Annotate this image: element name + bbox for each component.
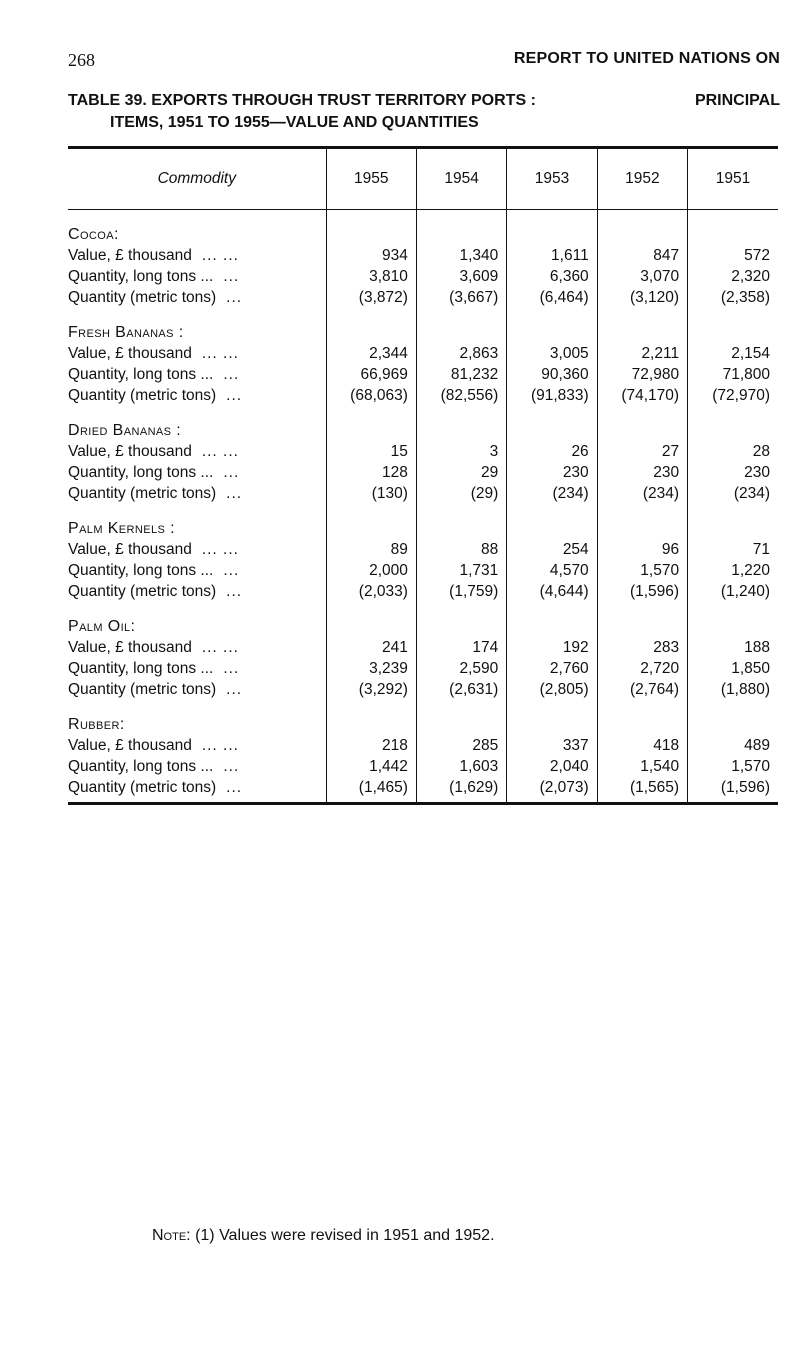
- empty-cell: [688, 406, 778, 441]
- exports-table: [68, 146, 778, 805]
- empty-cell: [688, 210, 778, 246]
- commodity-group-row: [68, 700, 778, 735]
- table-header-row: [68, 148, 778, 210]
- page-header: [68, 50, 780, 71]
- value-cell: 71,800: [688, 364, 778, 385]
- value-cell: 3,070: [597, 266, 687, 287]
- value-cell: 230: [688, 462, 778, 483]
- leader-dots: ...: [223, 562, 240, 579]
- table-row: [68, 658, 778, 679]
- empty-cell: [597, 700, 687, 735]
- empty-cell: [688, 308, 778, 343]
- value-cell: (82,556): [416, 385, 506, 406]
- table-title-line1: TABLE 39. EXPORTS THROUGH TRUST TERRITORY PORTS :: [68, 92, 536, 109]
- row-label: Value, £ thousand: [68, 639, 192, 656]
- table-row: [68, 441, 778, 462]
- empty-cell: [507, 406, 597, 441]
- empty-cell: [326, 504, 416, 539]
- note-lead: Note:: [152, 1227, 191, 1244]
- empty-cell: [416, 504, 506, 539]
- value-cell: 72,980: [597, 364, 687, 385]
- value-cell: 337: [507, 735, 597, 756]
- value-cell: 28: [688, 441, 778, 462]
- commodity-name: Cocoa:: [68, 226, 119, 243]
- empty-cell: [597, 210, 687, 246]
- row-label: Quantity (metric tons): [68, 681, 217, 698]
- value-cell: 1,340: [416, 245, 506, 266]
- commodity-name: Palm Oil:: [68, 618, 136, 635]
- value-cell: (68,063): [326, 385, 416, 406]
- table-row: [68, 364, 778, 385]
- value-cell: 96: [597, 539, 687, 560]
- value-cell: 2,863: [416, 343, 506, 364]
- value-cell: 2,211: [597, 343, 687, 364]
- empty-cell: [507, 210, 597, 246]
- leader-dots: ...: [223, 758, 240, 775]
- row-label: Quantity, long tons ...: [68, 562, 214, 579]
- value-cell: 2,320: [688, 266, 778, 287]
- value-cell: 3,810: [326, 266, 416, 287]
- value-cell: (2,358): [688, 287, 778, 308]
- table-row: [68, 483, 778, 504]
- column-header-year: 1955: [326, 148, 416, 210]
- row-label-cell: [68, 756, 326, 777]
- value-cell: (3,120): [597, 287, 687, 308]
- value-cell: 89: [326, 539, 416, 560]
- running-head: REPORT TO UNITED NATIONS ON: [513, 50, 780, 67]
- row-label: Quantity (metric tons): [68, 289, 217, 306]
- empty-cell: [416, 210, 506, 246]
- row-label: Value, £ thousand: [68, 247, 192, 264]
- table-body: [68, 210, 778, 804]
- value-cell: (2,033): [326, 581, 416, 602]
- commodity-group-row: [68, 602, 778, 637]
- row-label-cell: [68, 637, 326, 658]
- table-title-line1-end: PRINCIPAL: [694, 92, 780, 109]
- row-label-cell: [68, 679, 326, 700]
- leader-dots: ...: [223, 268, 240, 285]
- row-label-cell: [68, 777, 326, 804]
- value-cell: 2,040: [507, 756, 597, 777]
- value-cell: (3,292): [326, 679, 416, 700]
- value-cell: 128: [326, 462, 416, 483]
- empty-cell: [416, 406, 506, 441]
- value-cell: (1,880): [688, 679, 778, 700]
- value-cell: 847: [597, 245, 687, 266]
- column-header-year: 1953: [507, 148, 597, 210]
- column-header-year: 1954: [416, 148, 506, 210]
- value-cell: 1,611: [507, 245, 597, 266]
- empty-cell: [416, 308, 506, 343]
- value-cell: (1,565): [597, 777, 687, 804]
- value-cell: 934: [326, 245, 416, 266]
- row-label-cell: [68, 658, 326, 679]
- table-row: [68, 343, 778, 364]
- leader-dots: ...: [223, 660, 240, 677]
- table-row: [68, 385, 778, 406]
- value-cell: 1,442: [326, 756, 416, 777]
- value-cell: 3,609: [416, 266, 506, 287]
- row-label-cell: [68, 343, 326, 364]
- empty-cell: [326, 210, 416, 246]
- table-row: [68, 581, 778, 602]
- leader-dots: ... ...: [201, 443, 239, 460]
- value-cell: 230: [507, 462, 597, 483]
- leader-dots: ...: [226, 583, 243, 600]
- empty-cell: [507, 308, 597, 343]
- row-label: Value, £ thousand: [68, 541, 192, 558]
- table-note: [152, 1227, 495, 1245]
- leader-dots: ... ...: [201, 541, 239, 558]
- row-label-cell: [68, 287, 326, 308]
- table-row: [68, 287, 778, 308]
- row-label-cell: [68, 245, 326, 266]
- table-title-line2: ITEMS, 1951 TO 1955—VALUE AND QUANTITIES: [110, 114, 479, 131]
- table-row: [68, 777, 778, 804]
- commodity-name: Dried Bananas :: [68, 422, 182, 439]
- row-label: Quantity (metric tons): [68, 583, 217, 600]
- empty-cell: [326, 700, 416, 735]
- value-cell: 15: [326, 441, 416, 462]
- row-label-cell: [68, 364, 326, 385]
- value-cell: 285: [416, 735, 506, 756]
- column-header-year: 1951: [688, 148, 778, 210]
- value-cell: (4,644): [507, 581, 597, 602]
- column-header-commodity: Commodity: [68, 148, 326, 210]
- commodity-group-row: [68, 504, 778, 539]
- row-label: Value, £ thousand: [68, 443, 192, 460]
- value-cell: 418: [597, 735, 687, 756]
- commodity-group-row: [68, 406, 778, 441]
- value-cell: 4,570: [507, 560, 597, 581]
- value-cell: 192: [507, 637, 597, 658]
- row-label-cell: [68, 441, 326, 462]
- value-cell: 254: [507, 539, 597, 560]
- value-cell: 3,239: [326, 658, 416, 679]
- value-cell: 88: [416, 539, 506, 560]
- leader-dots: ...: [226, 289, 243, 306]
- empty-cell: [507, 504, 597, 539]
- value-cell: (1,465): [326, 777, 416, 804]
- row-label-cell: [68, 560, 326, 581]
- value-cell: (1,240): [688, 581, 778, 602]
- value-cell: 2,720: [597, 658, 687, 679]
- value-cell: 2,590: [416, 658, 506, 679]
- commodity-group-row: [68, 308, 778, 343]
- value-cell: (2,805): [507, 679, 597, 700]
- empty-cell: [326, 406, 416, 441]
- leader-dots: ... ...: [201, 639, 239, 656]
- row-label-cell: [68, 581, 326, 602]
- empty-cell: [507, 602, 597, 637]
- value-cell: (74,170): [597, 385, 687, 406]
- row-label: Quantity (metric tons): [68, 779, 217, 796]
- value-cell: (1,596): [688, 777, 778, 804]
- value-cell: (1,629): [416, 777, 506, 804]
- table-row: [68, 637, 778, 658]
- row-label: Value, £ thousand: [68, 737, 192, 754]
- value-cell: 1,540: [597, 756, 687, 777]
- value-cell: 174: [416, 637, 506, 658]
- value-cell: 1,570: [688, 756, 778, 777]
- value-cell: 1,570: [597, 560, 687, 581]
- value-cell: (29): [416, 483, 506, 504]
- value-cell: 3,005: [507, 343, 597, 364]
- empty-cell: [597, 602, 687, 637]
- value-cell: (234): [507, 483, 597, 504]
- value-cell: (6,464): [507, 287, 597, 308]
- table-row: [68, 245, 778, 266]
- table-title: [68, 90, 780, 134]
- column-header-year: 1952: [597, 148, 687, 210]
- value-cell: (1,596): [597, 581, 687, 602]
- leader-dots: ... ...: [201, 737, 239, 754]
- empty-cell: [688, 504, 778, 539]
- value-cell: 3: [416, 441, 506, 462]
- row-label: Quantity (metric tons): [68, 485, 217, 502]
- row-label: Quantity, long tons ...: [68, 464, 214, 481]
- leader-dots: ...: [226, 485, 243, 502]
- commodity-name: Rubber:: [68, 716, 125, 733]
- leader-dots: ...: [226, 681, 243, 698]
- value-cell: 2,000: [326, 560, 416, 581]
- leader-dots: ... ...: [201, 345, 239, 362]
- value-cell: (1,759): [416, 581, 506, 602]
- commodity-name: Palm Kernels :: [68, 520, 175, 537]
- value-cell: (72,970): [688, 385, 778, 406]
- leader-dots: ...: [226, 779, 243, 796]
- value-cell: 2,760: [507, 658, 597, 679]
- table-row: [68, 756, 778, 777]
- value-cell: (3,872): [326, 287, 416, 308]
- value-cell: 90,360: [507, 364, 597, 385]
- value-cell: (91,833): [507, 385, 597, 406]
- value-cell: 1,850: [688, 658, 778, 679]
- empty-cell: [326, 602, 416, 637]
- page-number: 268: [68, 50, 95, 70]
- row-label-cell: [68, 539, 326, 560]
- value-cell: 572: [688, 245, 778, 266]
- value-cell: 1,220: [688, 560, 778, 581]
- empty-cell: [597, 308, 687, 343]
- value-cell: 71: [688, 539, 778, 560]
- value-cell: 6,360: [507, 266, 597, 287]
- value-cell: 1,603: [416, 756, 506, 777]
- empty-cell: [688, 700, 778, 735]
- empty-cell: [688, 602, 778, 637]
- value-cell: 2,344: [326, 343, 416, 364]
- value-cell: 218: [326, 735, 416, 756]
- row-label-cell: [68, 266, 326, 287]
- table-row: [68, 462, 778, 483]
- value-cell: (130): [326, 483, 416, 504]
- table-row: [68, 560, 778, 581]
- commodity-group-row: [68, 210, 778, 246]
- row-label-cell: [68, 385, 326, 406]
- table-row: [68, 679, 778, 700]
- row-label: Quantity, long tons ...: [68, 366, 214, 383]
- value-cell: 283: [597, 637, 687, 658]
- value-cell: (2,764): [597, 679, 687, 700]
- row-label-cell: [68, 483, 326, 504]
- value-cell: 489: [688, 735, 778, 756]
- table-row: [68, 266, 778, 287]
- row-label: Quantity, long tons ...: [68, 758, 214, 775]
- value-cell: 27: [597, 441, 687, 462]
- value-cell: 81,232: [416, 364, 506, 385]
- value-cell: 2,154: [688, 343, 778, 364]
- row-label: Quantity, long tons ...: [68, 268, 214, 285]
- row-label: Quantity, long tons ...: [68, 660, 214, 677]
- value-cell: 188: [688, 637, 778, 658]
- empty-cell: [416, 602, 506, 637]
- row-label: Value, £ thousand: [68, 345, 192, 362]
- leader-dots: ... ...: [201, 247, 239, 264]
- leader-dots: ...: [223, 366, 240, 383]
- value-cell: (2,073): [507, 777, 597, 804]
- value-cell: 66,969: [326, 364, 416, 385]
- empty-cell: [597, 504, 687, 539]
- value-cell: 230: [597, 462, 687, 483]
- table-row: [68, 735, 778, 756]
- value-cell: 241: [326, 637, 416, 658]
- empty-cell: [416, 700, 506, 735]
- leader-dots: ...: [226, 387, 243, 404]
- value-cell: 26: [507, 441, 597, 462]
- note-text: (1) Values were revised in 1951 and 1952.: [190, 1227, 495, 1244]
- value-cell: (3,667): [416, 287, 506, 308]
- empty-cell: [597, 406, 687, 441]
- value-cell: 29: [416, 462, 506, 483]
- row-label-cell: [68, 462, 326, 483]
- table-row: [68, 539, 778, 560]
- exports-table-container: [68, 146, 778, 805]
- row-label-cell: [68, 735, 326, 756]
- empty-cell: [326, 308, 416, 343]
- row-label: Quantity (metric tons): [68, 387, 217, 404]
- empty-cell: [507, 700, 597, 735]
- value-cell: (2,631): [416, 679, 506, 700]
- value-cell: 1,731: [416, 560, 506, 581]
- value-cell: (234): [688, 483, 778, 504]
- value-cell: (234): [597, 483, 687, 504]
- commodity-name: Fresh Bananas :: [68, 324, 184, 341]
- leader-dots: ...: [223, 464, 240, 481]
